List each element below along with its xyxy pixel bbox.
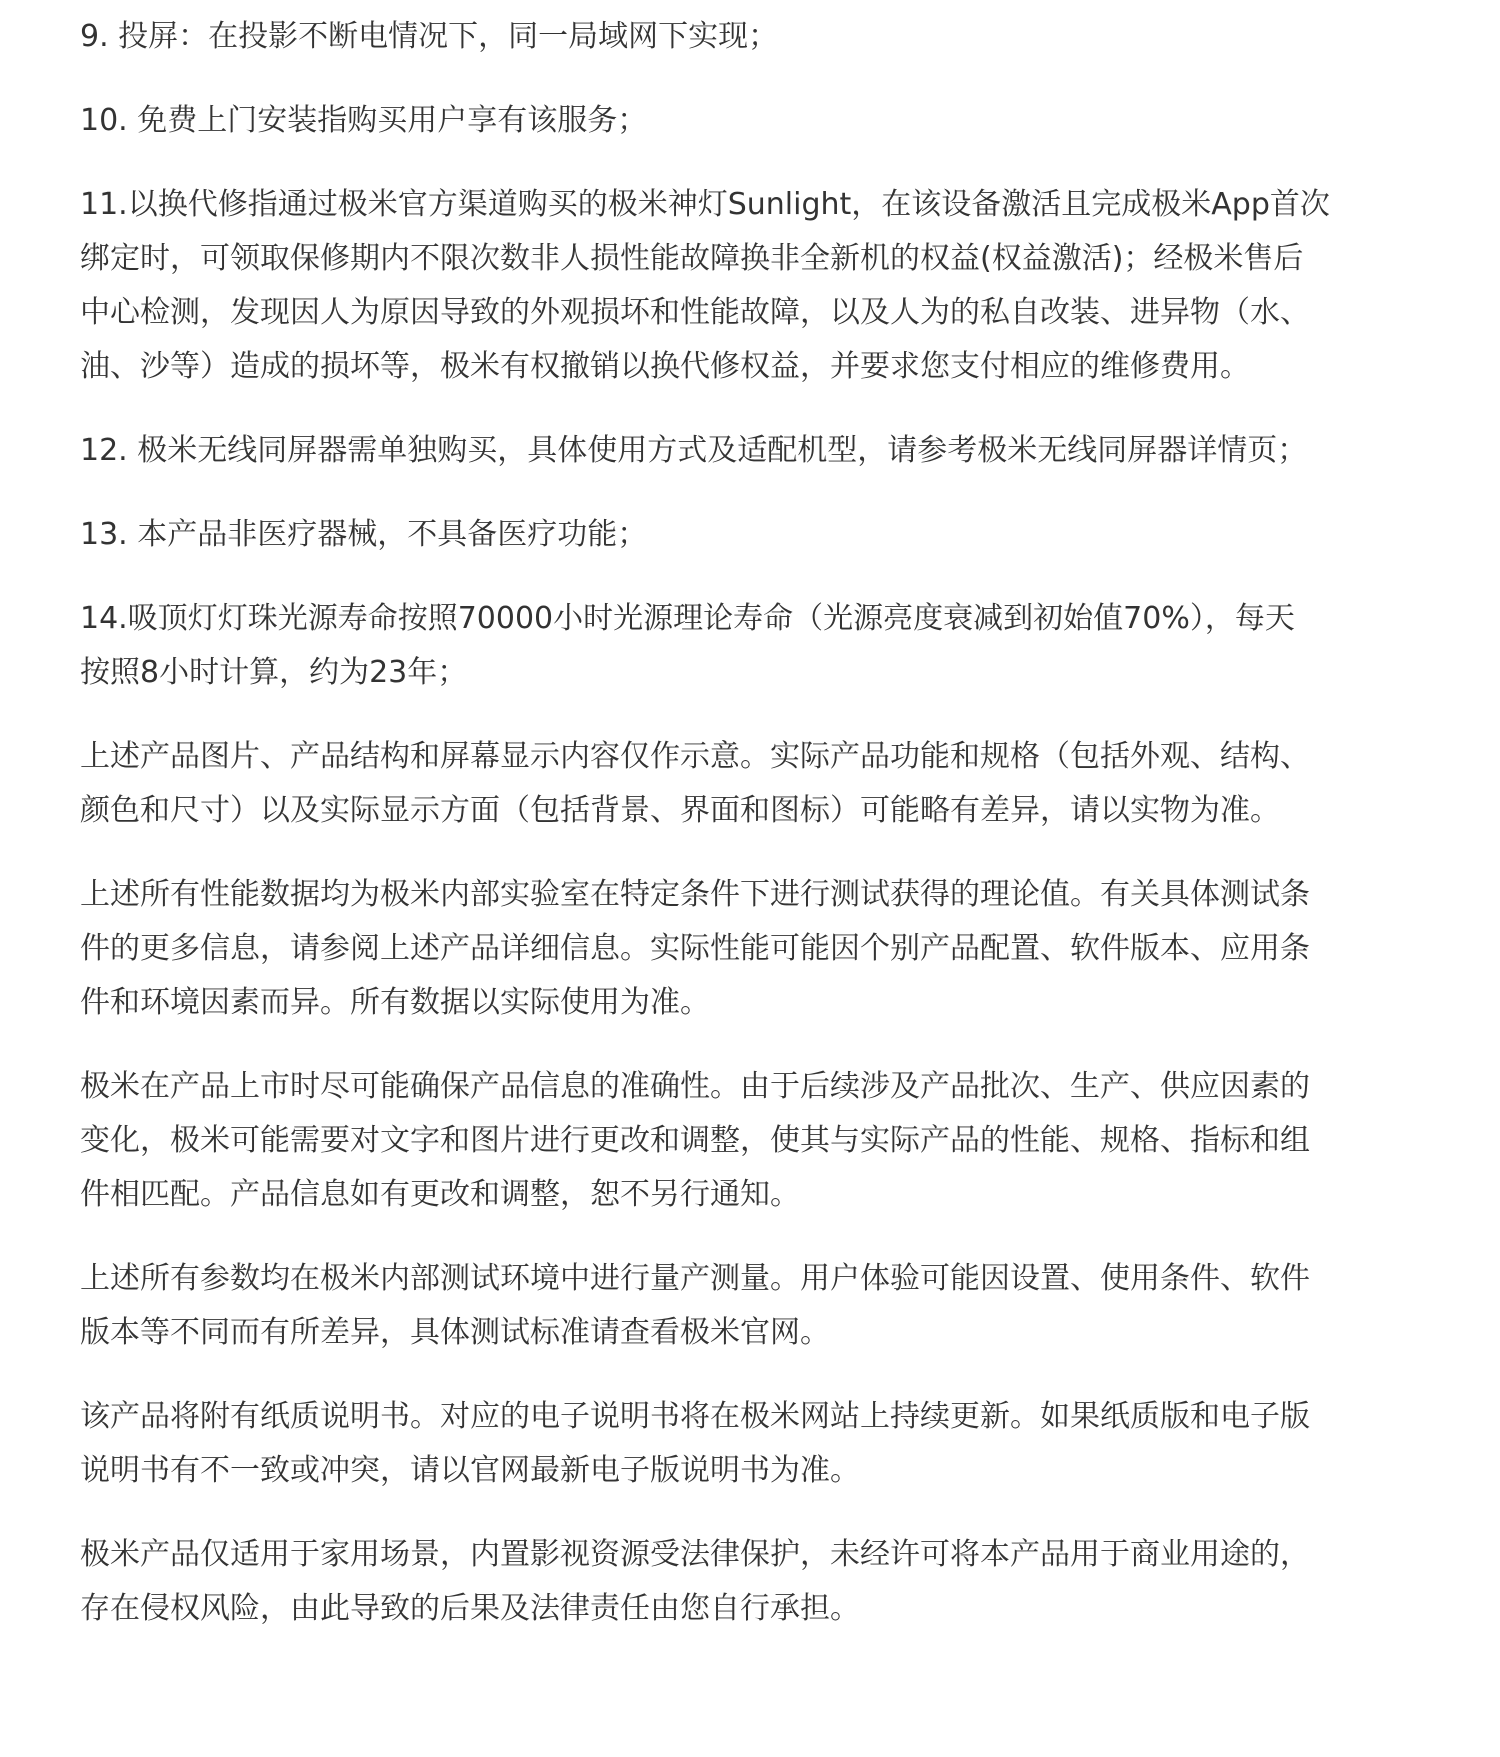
note-wireless-mirroring-device: 12. 极米无线同屏器需单独购买，具体使用方式及适配机型，请参考极米无线同屏器详情页； [80, 433, 1308, 468]
disclaimer-performance-data: 上述所有性能数据均为极米内部实验室在特定条件下进行测试获得的理论值。有关具体测试条 件的更多信息，请参阅上述产品详细信息。实际性能可能因个别产品配置、软件版本、应用条 件和环境因素而异。所有数据以实际使用为准。 [80, 877, 1310, 1020]
note-light-lifespan: 14.吸顶灯灯珠光源寿命按照70000小时光源理论寿命（光源亮度衰减到初始值70%），每天 按照8小时计算，约为23年； [80, 601, 1295, 690]
disclaimer-product-info: 极米在产品上市时尽可能确保产品信息的准确性。由于后续涉及产品批次、生产、供应因素的 变化，极米可能需要对文字和图片进行更改和调整，使其与实际产品的性能、规格、指标和组 件相匹配。产品信息如有更改和调整，恕不另行通知。 [80, 1069, 1310, 1212]
note-free-installation: 10. 免费上门安装指购买用户享有该服务； [80, 103, 648, 138]
note-non-medical: 13. 本产品非医疗器械，不具备医疗功能； [80, 517, 648, 552]
note-screen-mirroring: 9. 投屏：在投影不断电情况下，同一局域网下实现； [80, 19, 779, 54]
note-replacement-warranty: 11.以换代修指通过极米官方渠道购买的极米神灯Sunlight，在该设备激活且完成极米App首次 绑定时，可领取保修期内不限次数非人损性能故障换非全新机的权益(权益激活)；经极米售后 中心检测，发现因人为原因导致的外观损坏和性能故障，以及人为的私自改装、进异物（水、 油、沙等）造成的损坏等，极米有权撤销以换代修权益，并要求您支付相应的维修费用。 [80, 187, 1330, 384]
disclaimer-parameters: 上述所有参数均在极米内部测试环境中进行量产测量。用户体验可能因设置、使用条件、软件 版本等不同而有所差异，具体测试标准请查看极米官网。 [80, 1261, 1310, 1350]
disclaimer-home-use: 极米产品仅适用于家用场景，内置影视资源受法律保护，未经许可将本产品用于商业用途的， 存在侵权风险，由此导致的后果及法律责任由您自行承担。 [80, 1537, 1310, 1626]
disclaimer-manual: 该产品将附有纸质说明书。对应的电子说明书将在极米网站上持续更新。如果纸质版和电子版 说明书有不一致或冲突，请以官网最新电子版说明书为准。 [80, 1399, 1310, 1488]
disclaimer-images: 上述产品图片、产品结构和屏幕显示内容仅作示意。实际产品功能和规格（包括外观、结构、 颜色和尺寸）以及实际显示方面（包括背景、界面和图标）可能略有差异，请以实物为准。 [80, 739, 1310, 828]
notes-content [80, 10, 1420, 1666]
